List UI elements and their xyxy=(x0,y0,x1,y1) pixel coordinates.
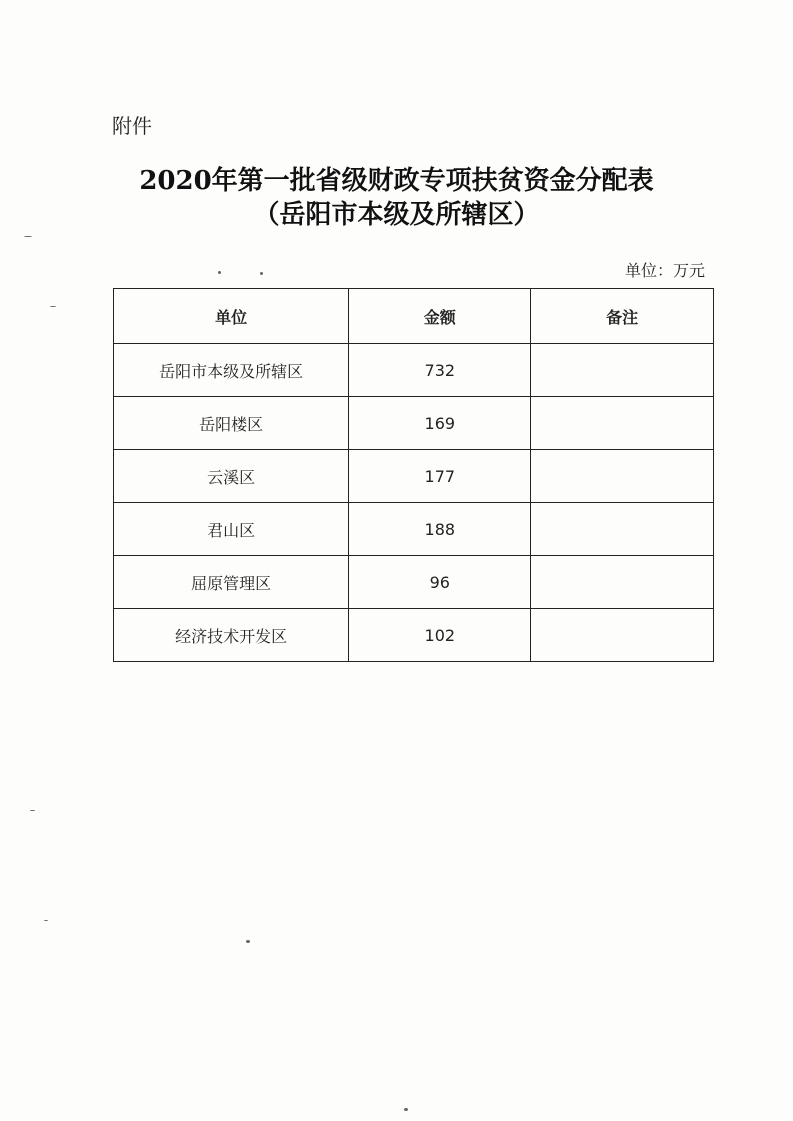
cell-unit: 屈原管理区 xyxy=(114,556,349,609)
cell-remark xyxy=(531,609,714,662)
document-subtitle: （岳阳市本级及所辖区） xyxy=(253,200,540,230)
scan-speck xyxy=(30,810,35,811)
attachment-label: 附件 xyxy=(112,114,152,138)
table-row xyxy=(114,503,714,556)
allocation-table xyxy=(113,288,714,662)
table-header-row xyxy=(114,289,714,344)
cell-remark xyxy=(531,344,714,397)
cell-amount: 102 xyxy=(349,609,531,662)
cell-amount: 169 xyxy=(349,397,531,450)
table-row xyxy=(114,556,714,609)
document-title: 2020年第一批省级财政专项扶贫资金分配表 xyxy=(139,166,654,196)
cell-remark xyxy=(531,450,714,503)
table-row xyxy=(114,450,714,503)
cell-unit: 经济技术开发区 xyxy=(114,609,349,662)
header-amount: 金额 xyxy=(349,289,531,344)
cell-amount: 732 xyxy=(349,344,531,397)
scan-speck xyxy=(218,271,221,274)
cell-remark xyxy=(531,503,714,556)
cell-remark xyxy=(531,397,714,450)
scan-speck xyxy=(44,920,48,921)
cell-unit: 云溪区 xyxy=(114,450,349,503)
scan-speck xyxy=(260,272,263,275)
cell-unit: 岳阳市本级及所辖区 xyxy=(114,344,349,397)
scan-speck xyxy=(24,236,32,237)
cell-amount: 96 xyxy=(349,556,531,609)
cell-amount: 177 xyxy=(349,450,531,503)
header-remark: 备注 xyxy=(531,289,714,344)
scan-speck xyxy=(50,306,56,307)
scan-speck xyxy=(404,1108,408,1111)
cell-amount: 188 xyxy=(349,503,531,556)
cell-remark xyxy=(531,556,714,609)
header-unit: 单位 xyxy=(114,289,349,344)
table-row xyxy=(114,344,714,397)
cell-unit: 岳阳楼区 xyxy=(114,397,349,450)
cell-unit: 君山区 xyxy=(114,503,349,556)
unit-note: 单位：万元 xyxy=(624,261,705,280)
table-row xyxy=(114,397,714,450)
table-row xyxy=(114,609,714,662)
scan-speck xyxy=(246,940,250,943)
